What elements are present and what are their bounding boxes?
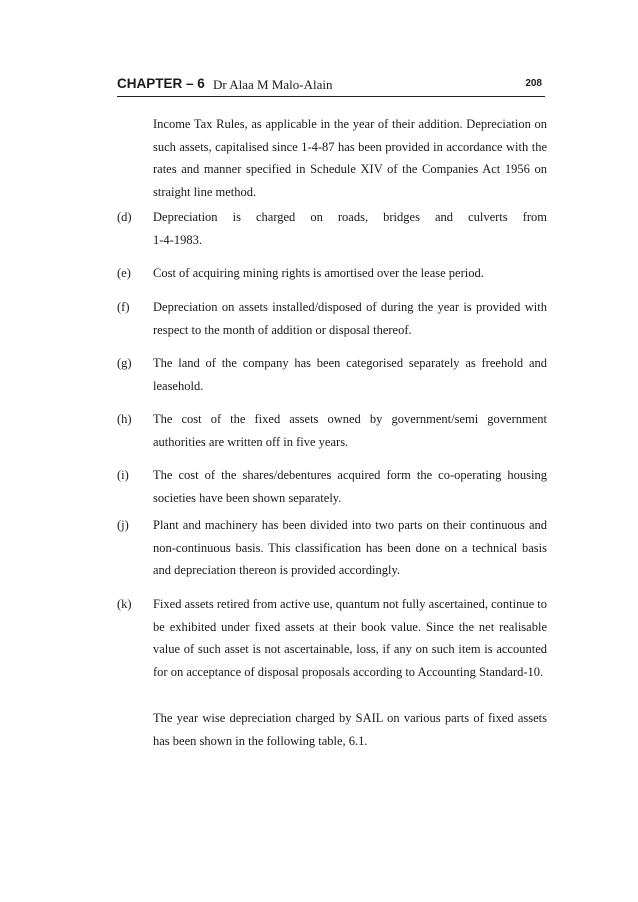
list-item-k: [117, 593, 547, 683]
list-item-label: (e): [117, 266, 131, 280]
list-item-f: [117, 296, 547, 341]
chapter-title: CHAPTER – 6: [117, 76, 205, 91]
list-item-label: (d): [117, 210, 132, 224]
closing-paragraph: [117, 707, 547, 752]
list-item-text-line1: Depreciation is charged on roads, bridges and culverts from: [153, 210, 547, 224]
list-item-text: The cost of the fixed assets owned by government/semi government authorities are written off in five years.: [153, 412, 547, 449]
list-item-label: (j): [117, 518, 129, 532]
list-item-label: (g): [117, 356, 132, 370]
list-item-e: [117, 262, 547, 285]
list-item-text: The land of the company has been categorised separately as freehold and leasehold.: [153, 356, 547, 393]
list-item-text: Cost of acquiring mining rights is amortised over the lease period.: [153, 266, 484, 280]
page-number: 208: [525, 78, 542, 89]
list-item-text: Plant and machinery has been divided into two parts on their continuous and non-continuous basis. This classification has been done on a technical basis and depreciation thereon is provided accordingly.: [153, 518, 547, 577]
list-item-text-line2: 1-4-1983.: [153, 232, 202, 247]
page-header: [117, 76, 545, 97]
list-item-text: Depreciation on assets installed/disposed of during the year is provided with respect to the month of addition or disposal thereof.: [153, 300, 547, 337]
list-item-d: [117, 206, 547, 251]
intro-paragraph: [117, 113, 547, 203]
intro-text: Income Tax Rules, as applicable in the year of their addition. Depreciation on such assets, capitalised since 1-4-87 has been provided in accordance with the rates and manner specified in Schedule XIV of the Companies Act 1956 on straight line method.: [153, 117, 547, 199]
author-name: Dr Alaa M Malo-Alain: [213, 77, 333, 92]
list-item-h: [117, 408, 547, 453]
list-item-label: (f): [117, 300, 130, 314]
list-item-i: [117, 464, 547, 509]
list-item-text: Fixed assets retired from active use, quantum not fully ascertained, continue to be exhibited under fixed assets at their book value. Since the net realisable value of such asset is not ascertainable, loss, if any on such item is accounted for on acceptance of disposal proposals according to Accounting Standard-10.: [153, 597, 547, 679]
list-item-j: [117, 514, 547, 582]
closing-text: The year wise depreciation charged by SAIL on various parts of fixed assets has been shown in the following table, 6.1.: [153, 711, 547, 748]
list-item-text: The cost of the shares/debentures acquired form the co-operating housing societies have been shown separately.: [153, 468, 547, 505]
list-item-label: (k): [117, 597, 132, 611]
list-item-label: (h): [117, 412, 132, 426]
list-item-label: (i): [117, 468, 129, 482]
list-item-g: [117, 352, 547, 397]
